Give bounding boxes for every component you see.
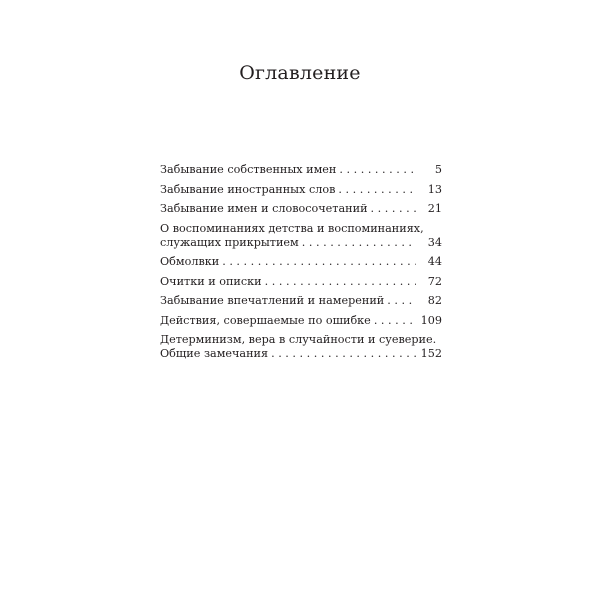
toc-entry [160,294,442,308]
dot-leader [271,347,416,361]
dot-leader [338,183,416,197]
dot-leader [222,255,416,269]
toc-entry-title: Обмолвки [160,255,220,268]
toc-entry-title: Забывание иностранных слов [160,182,336,196]
toc-entry [160,314,442,328]
toc-entry-title: служащих прикрытием [160,235,299,249]
toc-page-number: 34 [427,235,442,249]
toc-page-number: 5 [434,163,442,176]
toc-entry-title: Забывание впечатлений и намерений [160,294,385,307]
toc-entry-title: Общие замечания [160,347,269,360]
toc-line [160,314,442,328]
toc-entry-title: Забывание имен и словосочетаний [160,202,368,215]
toc-page-number: 82 [427,294,442,307]
toc-entry [160,275,442,289]
toc-entry-title-first-line: Детерминизм, вера в случайности и суеверие. [160,333,437,346]
toc-entry-title: Забывание собственных имен [160,163,337,176]
toc-page-number: 21 [427,202,442,215]
toc-entry [160,163,442,177]
toc-line [160,294,442,308]
toc-entry [160,255,442,269]
toc-page-number: 109 [420,313,442,327]
toc-entry [160,333,442,361]
dot-leader [387,294,416,308]
toc-page-number: 152 [420,347,442,360]
page-title: Оглавление [239,62,361,84]
toc-line [160,255,442,269]
toc-line [160,347,442,361]
dot-leader [265,275,416,289]
table-of-contents [160,163,442,367]
toc-line [160,236,442,250]
dot-leader [374,314,416,328]
toc-entry [160,183,442,197]
toc-entry-title: Очитки и описки [160,274,262,288]
toc-entry [160,222,442,250]
toc-page-number: 44 [427,255,442,268]
toc-line [160,275,442,289]
toc-page-number: 13 [427,182,442,196]
dot-leader [339,163,416,177]
dot-leader [371,202,416,216]
toc-entry-title-first-line: О воспоминаниях детства и воспоминаниях, [160,221,424,235]
toc-page-number: 72 [427,274,442,288]
toc-entry-title: Действия, совершаемые по ошибке [160,313,371,327]
toc-entry [160,202,442,216]
toc-line [160,202,442,216]
toc-line [160,163,442,177]
toc-line [160,183,442,197]
dot-leader [302,236,416,250]
